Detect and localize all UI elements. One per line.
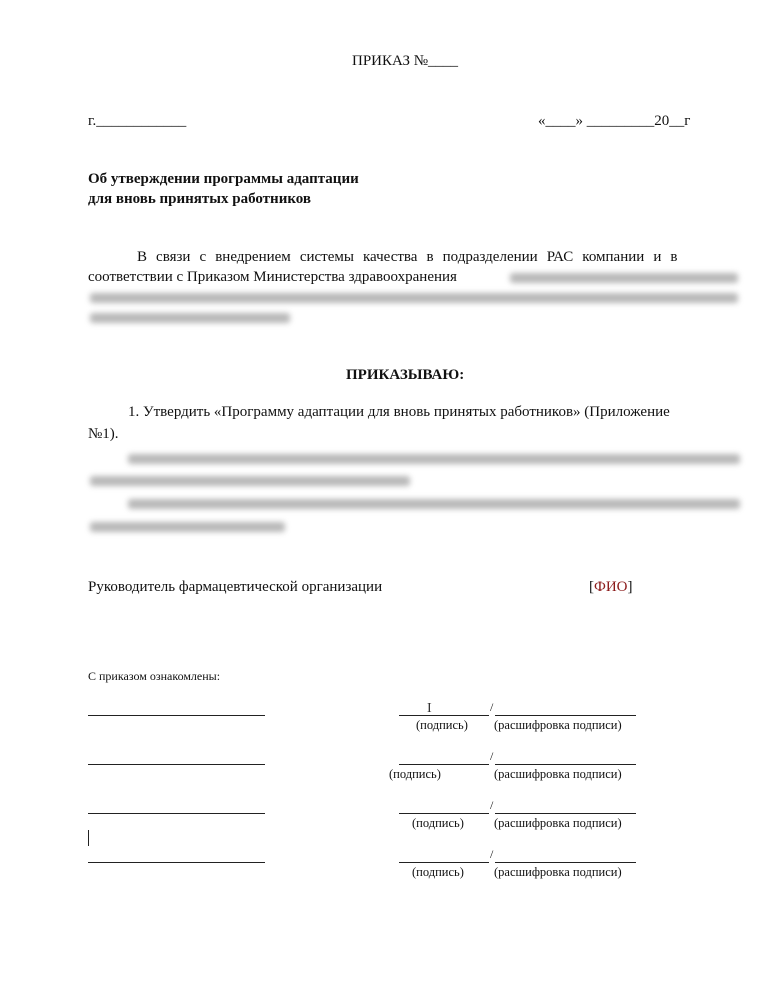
city-field: г.____________ [88, 113, 187, 129]
decode-label: (расшифровка подписи) [494, 718, 622, 732]
name-line [88, 813, 265, 814]
sign-label: (подпись) [412, 865, 464, 879]
decode-label: (расшифровка подписи) [494, 865, 622, 879]
acquainted-label: С приказом ознакомлены: [88, 669, 221, 683]
sign-label: (подпись) [412, 816, 464, 830]
signature-line [399, 764, 489, 765]
intro-line-2: соответствии с Приказом Министерства здравоохранения [88, 269, 457, 285]
signer-position: Руководитель фармацевтической организации [88, 579, 383, 595]
decode-label: (расшифровка подписи) [494, 767, 622, 781]
document-title: ПРИКАЗ №____ [352, 53, 459, 69]
sign-label: (подпись) [389, 767, 441, 781]
text-cursor-ibeam-icon: I [427, 701, 432, 716]
separator: / [490, 847, 494, 861]
text-cursor [88, 830, 89, 846]
decode-line [495, 862, 636, 863]
item-1-line-1: 1. Утвердить «Программу адаптации для вновь принятых работников» (Приложение [128, 404, 670, 420]
separator: / [490, 700, 494, 714]
bracket-open: [ [589, 579, 594, 595]
separator: / [490, 749, 494, 763]
redacted-text [128, 499, 740, 509]
signature-line [399, 715, 489, 716]
redacted-text [90, 522, 285, 532]
separator: / [490, 798, 494, 812]
signer-name-placeholder: ФИО [594, 579, 628, 595]
date-field: «____» _________20__г [538, 113, 691, 129]
signature-line [399, 813, 489, 814]
redacted-text [90, 476, 410, 486]
order-heading: ПРИКАЗЫВАЮ: [346, 367, 465, 383]
redacted-text [90, 313, 290, 323]
sign-label: (подпись) [416, 718, 468, 732]
item-1-line-2: №1). [88, 426, 119, 442]
name-line [88, 715, 265, 716]
redacted-text [90, 293, 738, 303]
subject-line-1: Об утверждении программы адаптации [88, 171, 359, 187]
name-line [88, 764, 265, 765]
name-line [88, 862, 265, 863]
decode-label: (расшифровка подписи) [494, 816, 622, 830]
decode-line [495, 715, 636, 716]
subject-line-2: для вновь принятых работников [88, 191, 312, 207]
signature-line [399, 862, 489, 863]
signer-name [589, 579, 633, 596]
intro-line-1: В связи с внедрением системы качества в подразделении РАС компании и в [137, 249, 678, 265]
redacted-text [510, 273, 738, 283]
decode-line [495, 764, 636, 765]
bracket-close: ] [627, 579, 633, 595]
decode-line [495, 813, 636, 814]
redacted-text [128, 454, 740, 464]
